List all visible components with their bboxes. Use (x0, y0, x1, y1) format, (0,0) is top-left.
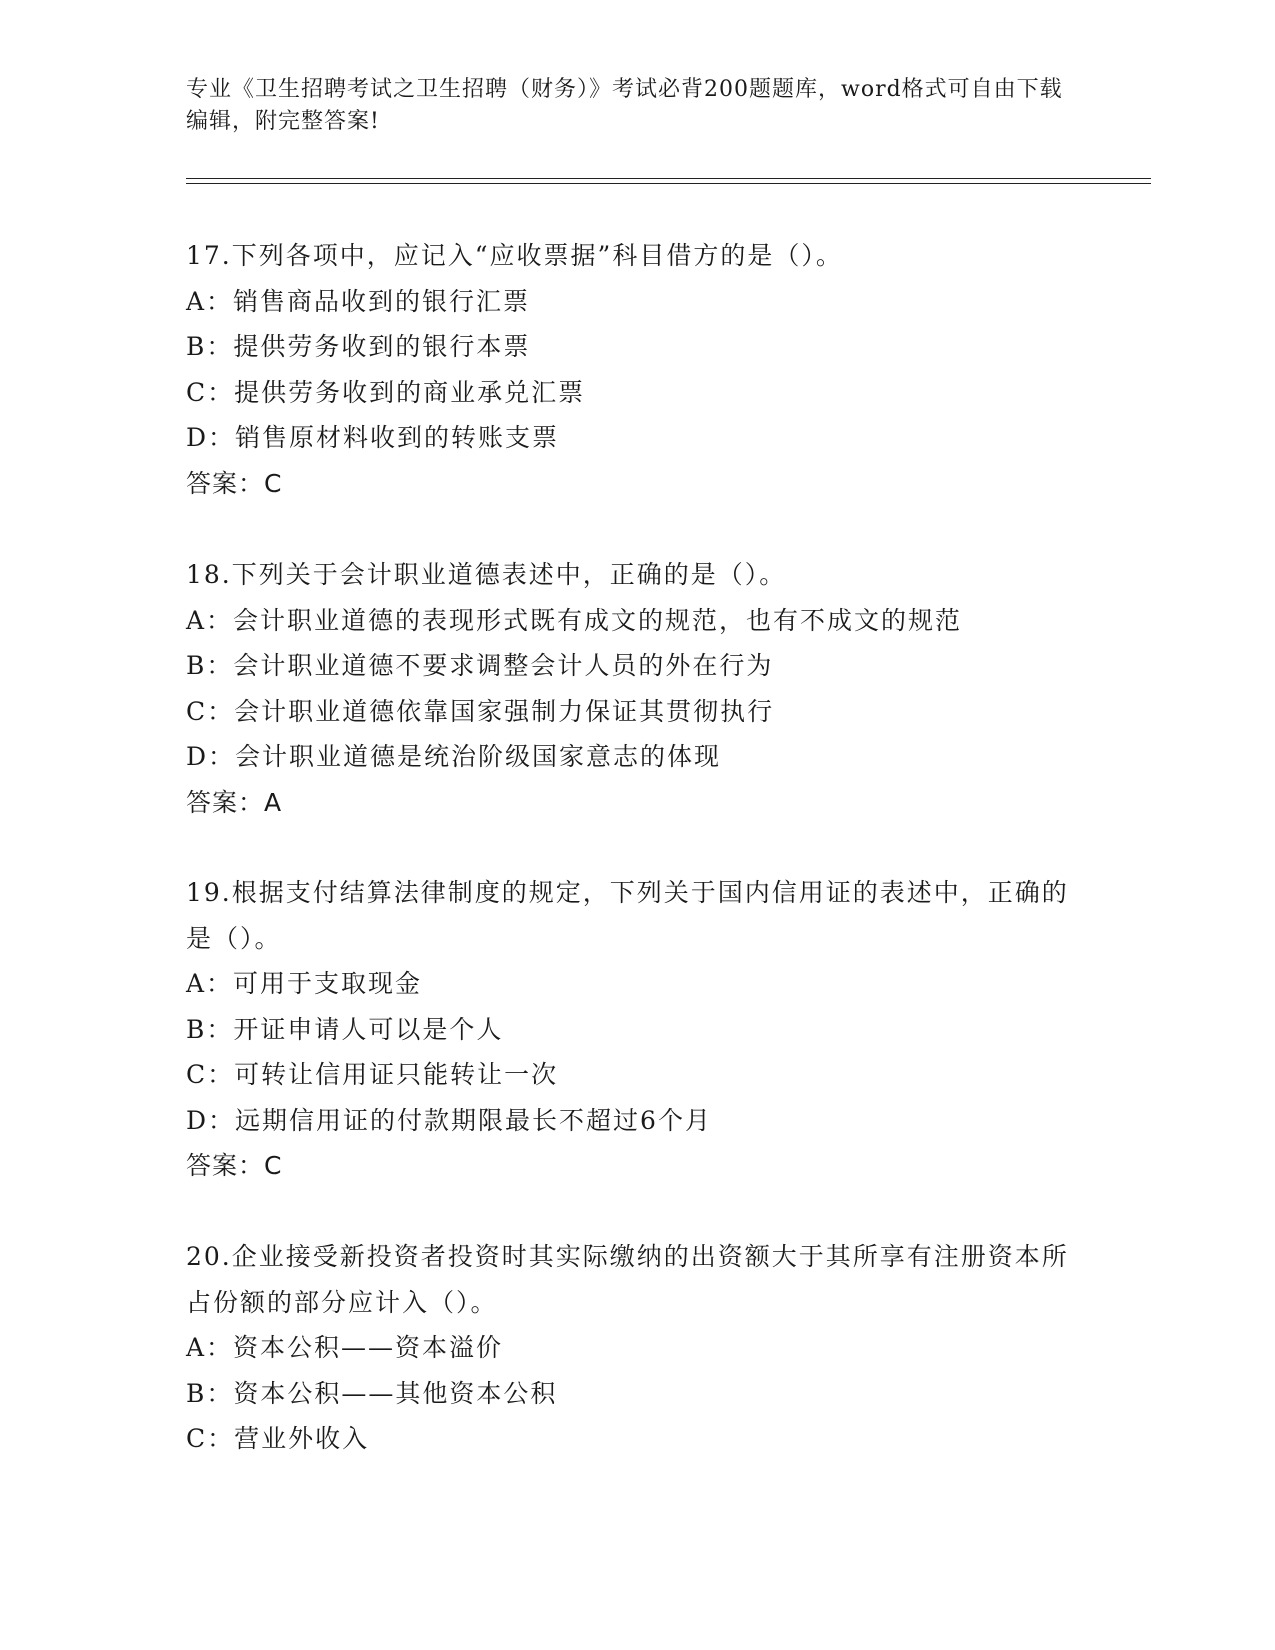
option-b: B：提供劳务收到的银行本票 (186, 332, 531, 361)
option-c: C：可转让信用证只能转让一次 (186, 1060, 559, 1089)
question-stem: 19.根据支付结算法律制度的规定，下列关于国内信用证的表述中，正确的是（）。 (186, 878, 1069, 953)
option-b: B：开证申请人可以是个人 (186, 1014, 504, 1044)
option-d: D：销售原材料收到的转账支票 (186, 423, 560, 452)
option-c: C：营业外收入 (186, 1424, 370, 1453)
option-d: D：会计职业道德是统治阶级国家意志的体现 (186, 742, 722, 771)
option-b: B：资本公积——其他资本公积 (186, 1378, 558, 1408)
option-c: C：提供劳务收到的商业承兑汇票 (186, 377, 586, 407)
header-divider-bottom (186, 183, 1151, 184)
question-stem: 18.下列关于会计职业道德表述中，正确的是（）。 (186, 560, 787, 589)
document-header: 专业《卫生招聘考试之卫生招聘（财务）》考试必背200题题库，word格式可自由下载编辑，附完整答案! (186, 77, 1063, 134)
question-20 (186, 1234, 1076, 1462)
option-a: A：资本公积——资本溢价 (186, 1333, 504, 1362)
answer: 答案：A (186, 787, 283, 817)
option-a: A：可用于支取现金 (186, 969, 423, 998)
option-b: B：会计职业道德不要求调整会计人员的外在行为 (186, 651, 774, 680)
option-c: C：会计职业道德依靠国家强制力保证其贯彻执行 (186, 696, 775, 726)
question-stem: 17.下列各项中，应记入“应收票据”科目借方的是（）。 (186, 241, 843, 270)
option-a: A：会计职业道德的表现形式既有成文的规范，也有不成文的规范 (186, 605, 963, 635)
question-stem: 20.企业接受新投资者投资时其实际缴纳的出资额大于其所享有注册资本所占份额的部分应计入（）。 (186, 1242, 1069, 1317)
question-17 (186, 233, 1076, 506)
header-divider-top (186, 178, 1151, 179)
answer: 答案：C (186, 468, 283, 498)
question-19 (186, 870, 1076, 1189)
option-d: D：远期信用证的付款期限最长不超过6个月 (186, 1105, 712, 1135)
answer: 答案：C (186, 1151, 283, 1180)
option-a: A：销售商品收到的银行汇票 (186, 286, 531, 316)
question-18 (186, 552, 1076, 825)
